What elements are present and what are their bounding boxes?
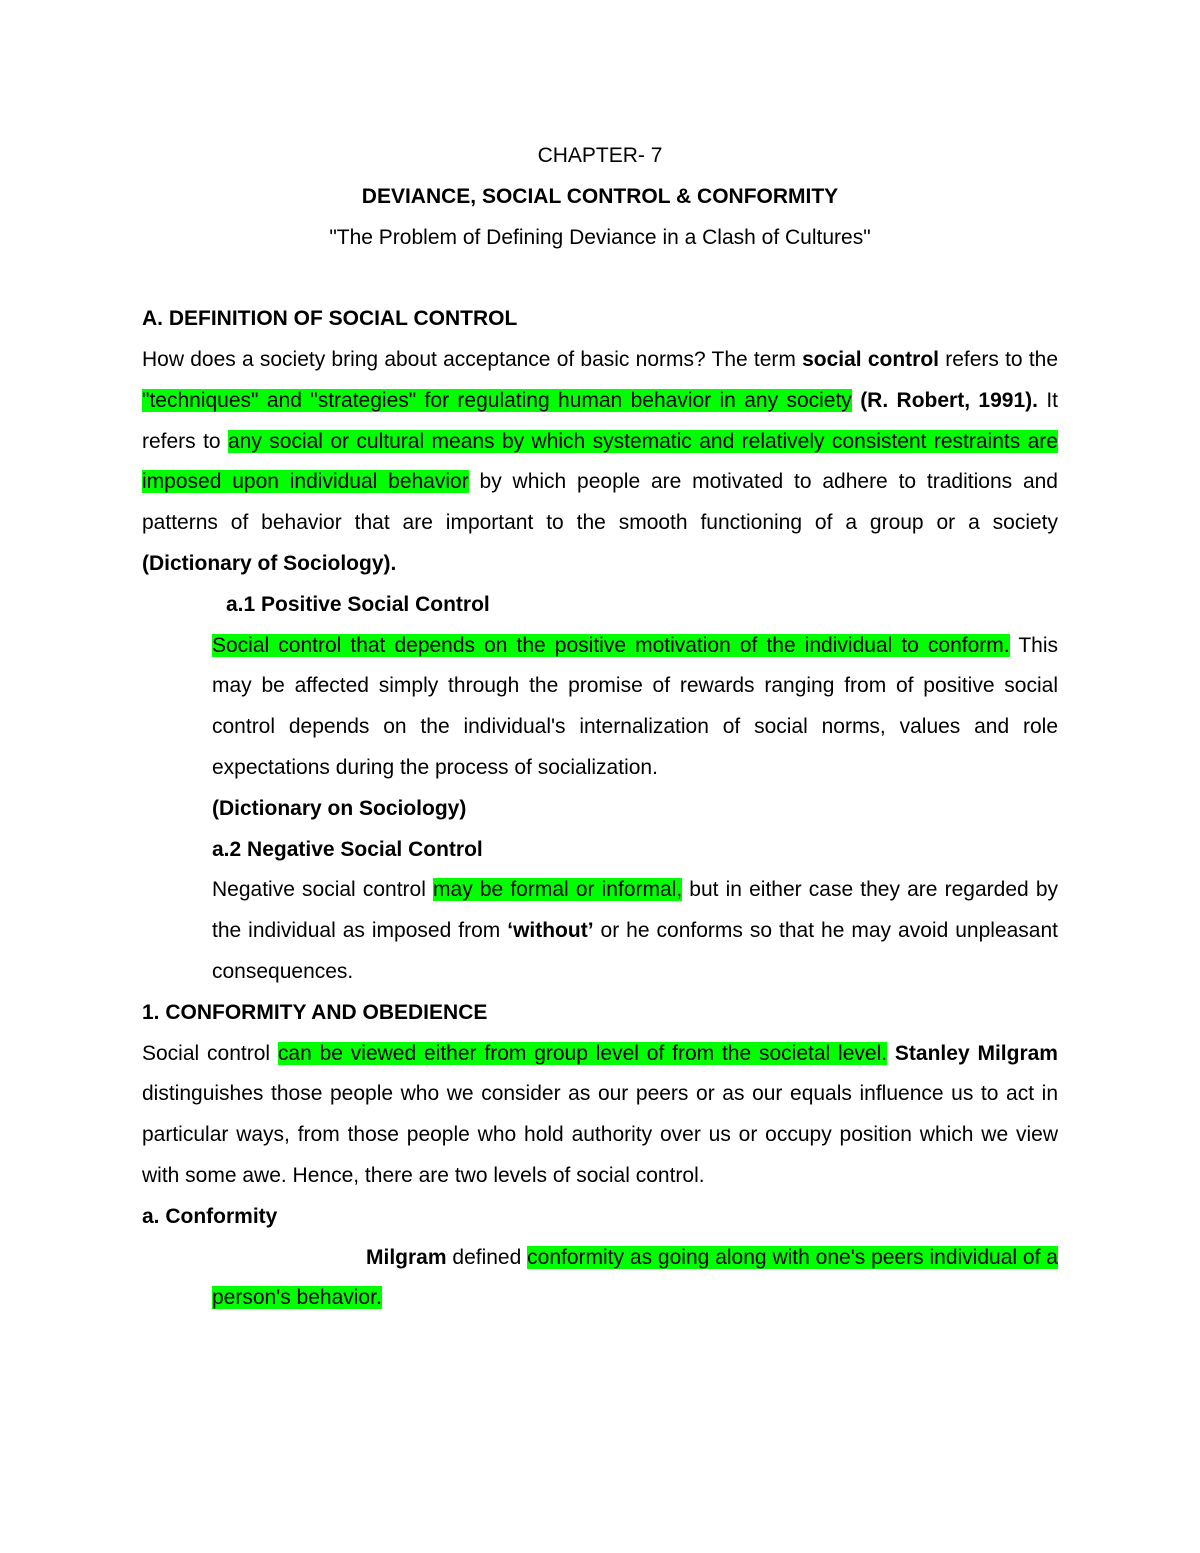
text-run: Negative social control	[212, 878, 434, 902]
text-run: Social control	[142, 1041, 278, 1065]
document-page	[142, 136, 1058, 1319]
citation: (Dictionary of Sociology).	[142, 551, 397, 575]
bold-term: ‘without’	[507, 919, 594, 943]
conformity-paragraph	[212, 1238, 1058, 1320]
spacer	[142, 258, 1058, 299]
section-1-heading: 1. CONFORMITY AND OBEDIENCE	[142, 1000, 488, 1024]
bold-term: Milgram	[366, 1245, 447, 1269]
text-run: refers to the	[939, 347, 1059, 371]
bold-term: Stanley Milgram	[894, 1041, 1058, 1065]
highlight: conformity as going along with one's peers individual of a person's behavior.	[212, 1245, 1058, 1310]
a2-heading: a.2 Negative Social Control	[212, 837, 483, 861]
a1-citation: (Dictionary on Sociology)	[212, 796, 467, 820]
highlight: any social or cultural means by which systematic and relatively consistent restraints are imposed upon individual behavior	[142, 429, 1058, 494]
highlight: Social control that depends on the positive motivation of the individual to conform.	[212, 633, 1010, 657]
a2-paragraph	[212, 870, 1058, 992]
chapter-label: CHAPTER- 7	[537, 144, 663, 167]
section-a-heading: A. DEFINITION OF SOCIAL CONTROL	[142, 307, 518, 331]
text-run: This may be affected simply through the promise of rewards ranging from of positive social control depends on the individual's internalization of social norms, values and role expectations during the process of socialization.	[212, 633, 1058, 779]
text-run: or he conforms so that he may avoid unpleasant consequences.	[212, 919, 1058, 983]
highlight: can be viewed either from group level of from the societal level.	[277, 1041, 888, 1065]
text-run: defined	[446, 1245, 528, 1269]
section-a-paragraph	[142, 340, 1058, 585]
text-run: by which people are motivated to adhere to traditions and patterns of behavior that are important to the smooth functioning of a group or a society	[142, 470, 1058, 535]
highlight: "techniques" and "strategies" for regulating human behavior in any society	[142, 388, 852, 412]
a1-paragraph	[212, 626, 1058, 789]
bold-term: social control	[802, 347, 939, 371]
text-run	[852, 389, 860, 412]
citation: (R. Robert, 1991).	[860, 388, 1038, 412]
chapter-title: DEVIANCE, SOCIAL CONTROL & CONFORMITY	[361, 184, 839, 208]
chapter-subtitle: "The Problem of Defining Deviance in a Clash of Cultures"	[329, 225, 871, 249]
text-run: distinguishes those people who we consider as our peers or as our equals influence us to act in particular ways, from those people who hold authority over us or occupy position which we view with some awe. Hence, there are two levels of social control.	[142, 1082, 1058, 1187]
conformity-heading: a. Conformity	[142, 1204, 278, 1228]
highlight: may be formal or informal,	[433, 878, 683, 902]
text-run: It refers to	[142, 388, 1058, 453]
section-1-paragraph	[142, 1034, 1058, 1197]
text-run: but in either case they are regarded by the individual as imposed from	[212, 878, 1059, 943]
text-run	[887, 1042, 895, 1065]
a1-heading: a.1 Positive Social Control	[226, 592, 490, 616]
text-run: How does a society bring about acceptance of basic norms? The term	[142, 347, 803, 371]
